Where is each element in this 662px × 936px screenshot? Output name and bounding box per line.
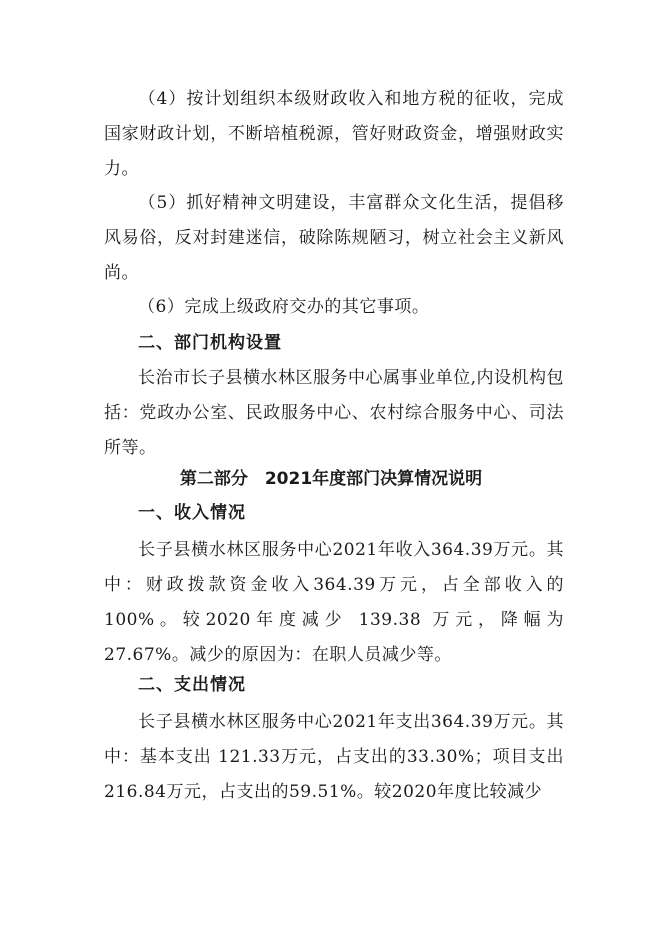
paragraph-income: [104, 533, 564, 673]
paragraph-item-6: [104, 290, 564, 325]
heading-expense: 二、支出情况: [138, 675, 246, 695]
paragraph-org: [104, 361, 564, 466]
paragraph-text: 长子县横水林区服务中心2021年收入364.39万元。其中：财政拨款资金收入364.39万元，占全部收入的100%。较2020年度减少 139.38 万元，降幅为27.67%。减少的原因为：在职人员减少等。: [104, 540, 564, 665]
part-two-title: 第二部分 2021年度部门决算情况说明: [179, 469, 483, 489]
heading-income: 一、收入情况: [138, 503, 246, 523]
paragraph-text: （4）按计划组织本级财政收入和地方税的征收，完成国家财政计划，不断培植税源，管好财政资金，增强财政实力。: [104, 89, 564, 179]
paragraph-text: 长治市长子县横水林区服务中心属事业单位,内设机构包括：党政办公室、民政服务中心、农村综合服务中心、司法所等。: [104, 368, 564, 458]
paragraph-expense: [104, 705, 564, 810]
heading-org-setup: 二、部门机构设置: [138, 333, 282, 353]
paragraph-text: （6）完成上级政府交办的其它事项。: [138, 297, 430, 317]
paragraph-text: （5）抓好精神文明建设，丰富群众文化生活，提倡移风易俗，反对封建迷信，破除陈规陋习，树立社会主义新风尚。: [104, 193, 564, 283]
paragraph-item-5: [104, 186, 564, 291]
paragraph-item-4: [104, 82, 564, 187]
paragraph-text: 长子县横水林区服务中心2021年支出364.39万元。其中：基本支出 121.33万元，占支出的33.30%；项目支出216.84万元，占支出的59.51%。较2020年度比较减少: [104, 712, 564, 802]
